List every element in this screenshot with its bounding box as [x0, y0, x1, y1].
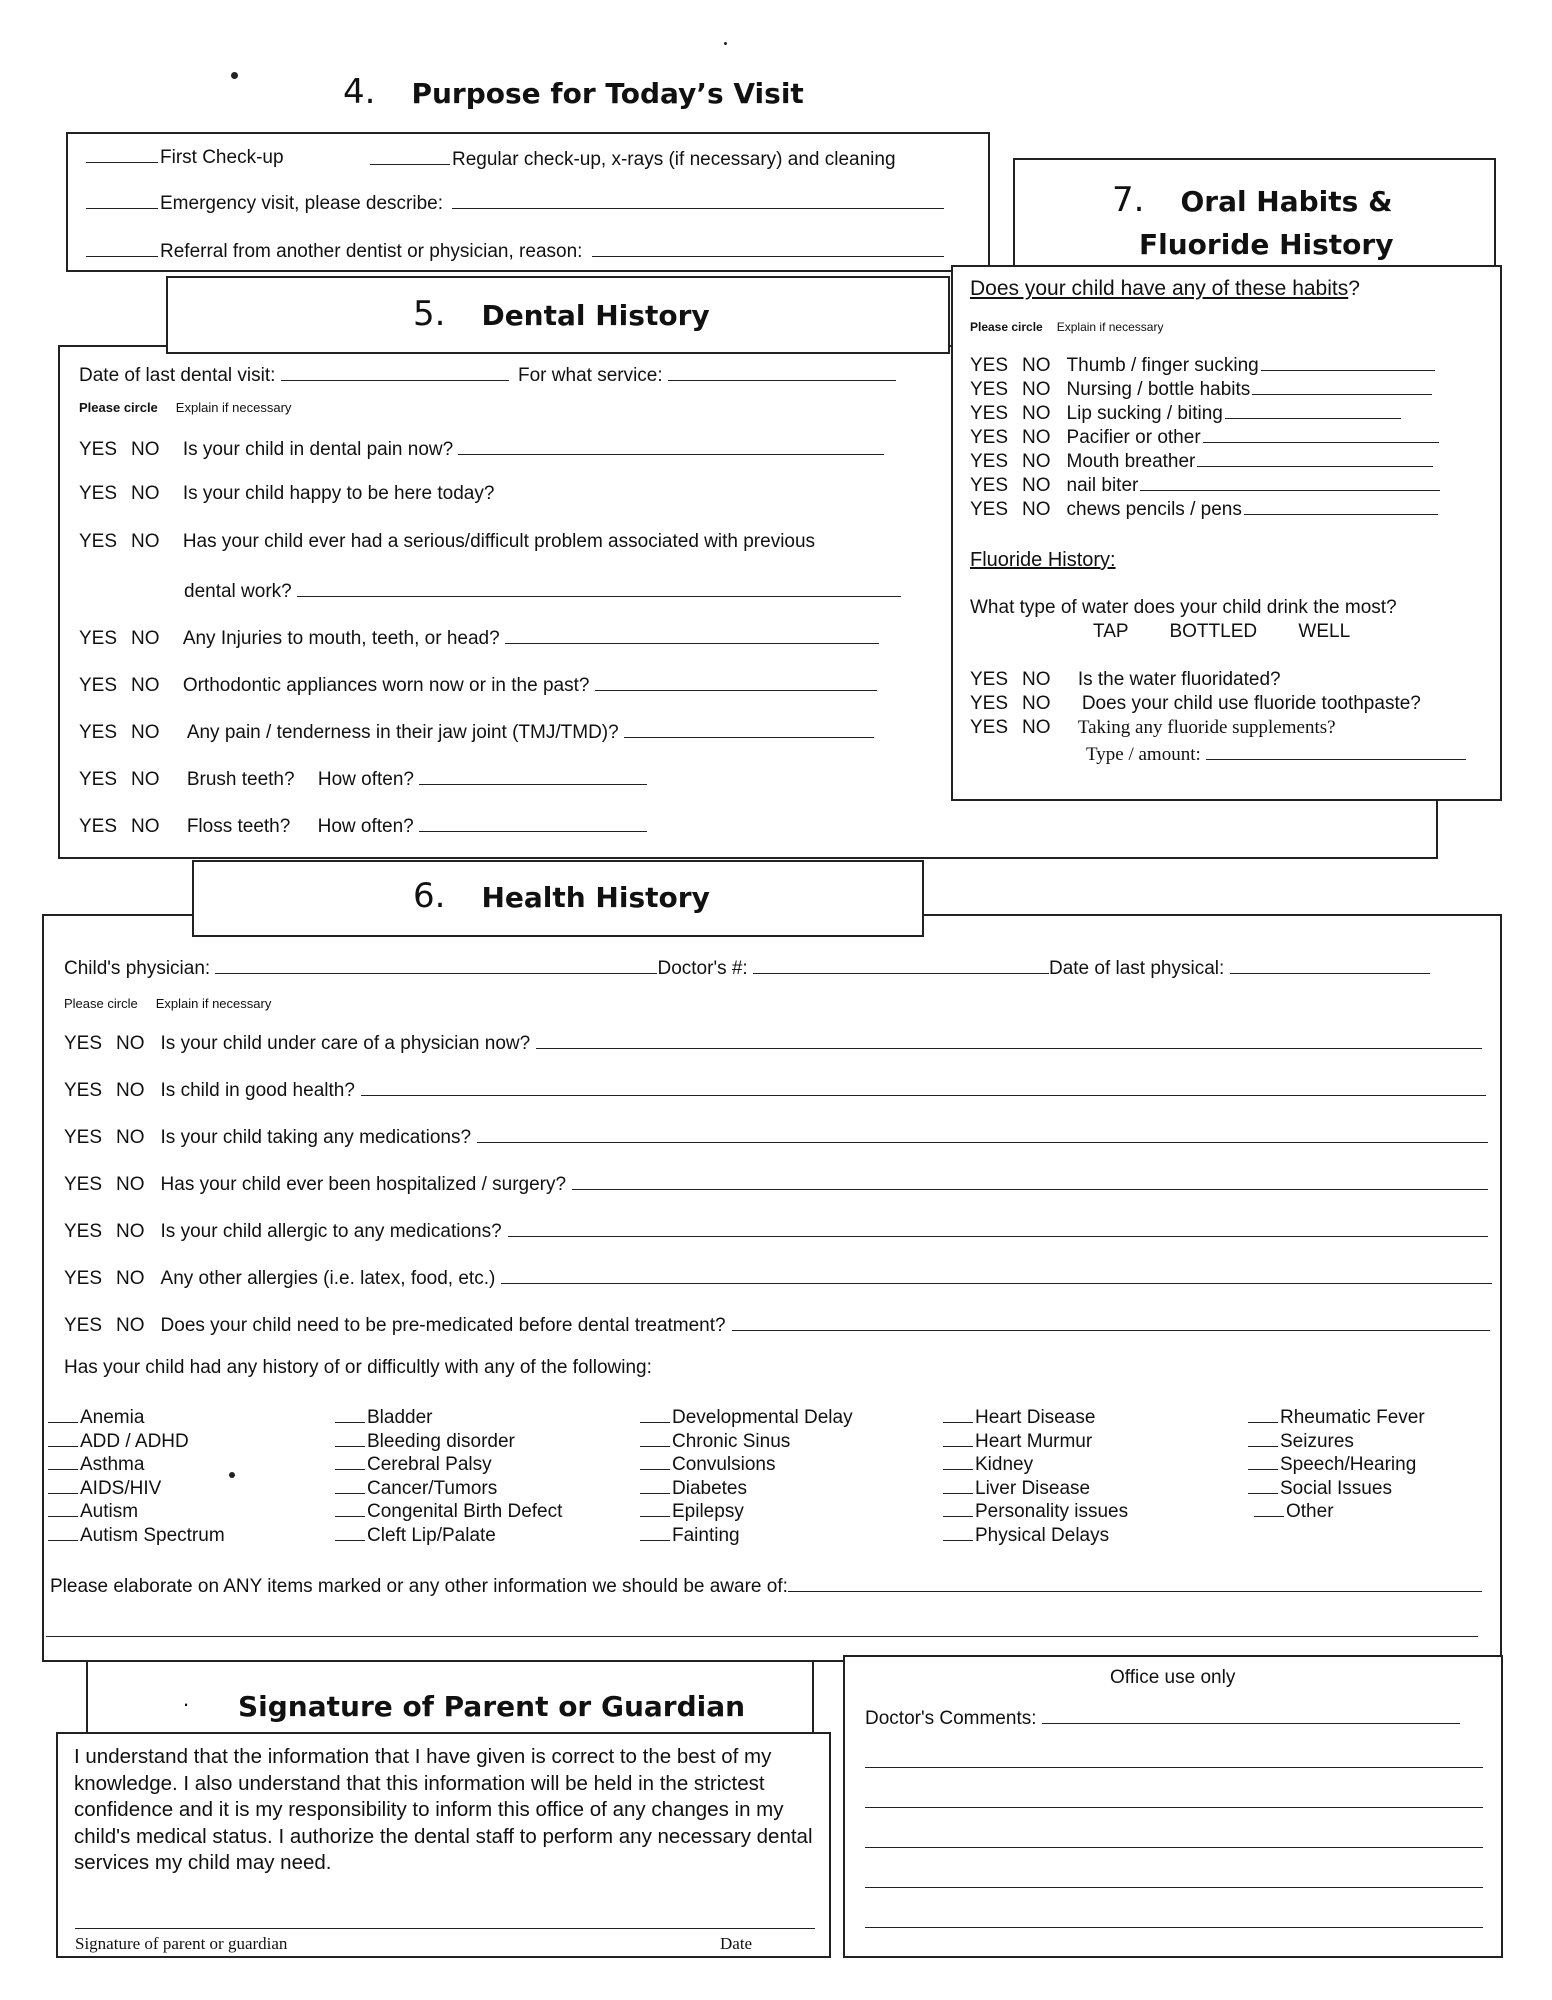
health-q6: YES NO Any other allergies (i.e. latex, food, etc.) [64, 1265, 1492, 1290]
yes-no-choice[interactable]: YES NO [79, 483, 160, 504]
elaborate-field[interactable] [788, 1573, 1482, 1592]
dental-q3-cont: dental work? [184, 578, 901, 603]
condition-label: Physical Delays [975, 1524, 1110, 1546]
condition-label: Cleft Lip/Palate [367, 1524, 496, 1546]
dental-title: Dental History [481, 299, 710, 332]
condition-label: Heart Disease [975, 1407, 1096, 1428]
habit-label: Thumb / finger sucking [1066, 355, 1259, 376]
dental-q6: YES NO Any pain / tenderness in their jaw joint (TMJ/TMD)? [79, 719, 874, 744]
health-q1: YES NO Is your child under care of a physician now? [64, 1030, 1482, 1055]
condition-label: Congenital Birth Defect [367, 1501, 563, 1522]
water-option-bottled[interactable]: BOTTLED [1169, 621, 1258, 642]
condition-item[interactable] [335, 1451, 492, 1476]
last-dental-visit: Date of last dental visit: For what service: [79, 362, 896, 387]
yes-no-choice[interactable]: YES NO [64, 1127, 145, 1148]
yes-no-choice[interactable]: YES NO [970, 499, 1051, 520]
habit-row [970, 403, 1401, 425]
condition-label: Speech/Hearing [1280, 1454, 1417, 1475]
condition-checkbox[interactable] [943, 1522, 973, 1541]
condition-label: Cerebral Palsy [367, 1454, 492, 1475]
purpose-heading: 4. Purpose for Today’s Visit [343, 72, 804, 112]
condition-checkbox[interactable] [943, 1428, 973, 1447]
explain-field[interactable] [508, 1218, 1488, 1237]
condition-checkbox[interactable] [48, 1498, 78, 1517]
condition-checkbox[interactable] [640, 1428, 670, 1447]
condition-checkbox[interactable] [335, 1404, 365, 1423]
service-field[interactable] [668, 362, 896, 381]
fluoride-amount-field[interactable] [1206, 741, 1466, 760]
condition-checkbox[interactable] [48, 1522, 78, 1541]
condition-item[interactable] [640, 1475, 747, 1500]
stray-mark [724, 42, 727, 45]
health-q2: YES NO Is child in good health? [64, 1077, 1486, 1102]
explain-field[interactable] [1197, 452, 1433, 467]
purpose-title: Purpose for Today’s Visit [411, 77, 804, 110]
condition-label: Chronic Sinus [672, 1430, 791, 1452]
habit-row [970, 379, 1432, 401]
last-visit-field[interactable] [281, 362, 509, 381]
dental-instructions: Please circle Explain if necessary [79, 400, 292, 415]
condition-label: Cancer/Tumors [367, 1477, 498, 1499]
condition-label: Autism [80, 1501, 139, 1522]
habit-row [970, 451, 1433, 473]
comments-line[interactable] [865, 1767, 1483, 1768]
condition-item[interactable] [335, 1404, 433, 1429]
explain-field[interactable] [595, 672, 877, 691]
condition-checkbox[interactable] [335, 1522, 365, 1541]
condition-item[interactable] [335, 1428, 515, 1453]
consent-text: I understand that the information that I have given is correct to the best of my knowledge. I also understand that this information will be held in the strictest confidence and it is my responsibility to inform this office of any changes in my child's medical status. I authorize the dental staff to perform any necessary dental services my child may need. [74, 1745, 813, 1874]
condition-checkbox[interactable] [335, 1451, 365, 1470]
water-question: What type of water does your child drink the most? [970, 597, 1397, 618]
water-option-tap[interactable]: TAP [1093, 621, 1129, 642]
yes-no-choice[interactable]: YES NO [970, 379, 1051, 400]
dental-heading: 5. Dental History [413, 294, 710, 334]
fluoride-heading: Fluoride History: [970, 549, 1116, 571]
oral-heading: 7. Oral Habits & [1112, 180, 1393, 220]
yes-no-choice[interactable]: YES NO [79, 816, 160, 837]
condition-item[interactable] [943, 1404, 1095, 1429]
oral-heading-line2: Fluoride History [1139, 228, 1394, 261]
condition-item[interactable] [1248, 1428, 1354, 1453]
condition-label: Social Issues [1280, 1477, 1392, 1499]
condition-item[interactable] [48, 1498, 138, 1523]
condition-item[interactable] [943, 1451, 1033, 1476]
condition-checkbox[interactable] [1248, 1475, 1278, 1494]
explain-field[interactable] [458, 436, 884, 455]
condition-item[interactable] [335, 1498, 562, 1523]
fluoride-q3: YES NO Taking any fluoride supplements? [970, 717, 1336, 738]
first-checkup-option[interactable]: First Check-up [86, 144, 284, 169]
signature-line[interactable] [75, 1928, 815, 1929]
condition-item[interactable] [640, 1498, 744, 1523]
condition-label: Bleeding disorder [367, 1430, 515, 1452]
doctor-comments: Doctor's Comments: [865, 1705, 1460, 1730]
signature-box [56, 1732, 831, 1958]
water-options [1093, 621, 1350, 643]
habit-row [970, 427, 1439, 449]
condition-checkbox[interactable] [48, 1475, 78, 1494]
explain-field[interactable] [732, 1312, 1490, 1331]
condition-label: AIDS/HIV [80, 1477, 162, 1499]
yes-no-choice[interactable]: YES NO [970, 693, 1051, 714]
condition-item[interactable] [48, 1428, 189, 1453]
purpose-box [66, 132, 990, 272]
signature-title: Signature of Parent or Guardian [238, 1690, 746, 1723]
explain-field[interactable] [505, 625, 879, 644]
floss-frequency-field[interactable] [419, 813, 647, 832]
condition-label: ADD / ADHD [80, 1430, 189, 1452]
habit-label: Lip sucking / biting [1066, 403, 1223, 424]
date-label: Date [720, 1934, 753, 1953]
condition-item[interactable] [1248, 1451, 1416, 1476]
doctor-comments-field[interactable] [1042, 1705, 1460, 1724]
comments-line[interactable] [865, 1807, 1483, 1808]
comments-line[interactable] [865, 1887, 1483, 1888]
habit-label: nail biter [1066, 475, 1139, 496]
condition-checkbox[interactable] [943, 1404, 973, 1423]
yes-no-choice[interactable]: YES NO [79, 531, 160, 552]
office-heading: Office use only [1110, 1667, 1236, 1688]
explain-field[interactable] [572, 1171, 1488, 1190]
referral-reason-field[interactable] [592, 238, 944, 257]
condition-item[interactable] [1248, 1404, 1425, 1429]
condition-item[interactable] [640, 1522, 740, 1547]
habit-label: Pacifier or other [1066, 427, 1201, 448]
habit-label: Mouth breather [1066, 451, 1196, 472]
emergency-option[interactable]: Emergency visit, please describe: [86, 190, 944, 215]
condition-item[interactable] [943, 1475, 1090, 1500]
last-physical-field[interactable] [1230, 955, 1430, 974]
condition-checkbox[interactable] [640, 1475, 670, 1494]
water-option-well[interactable]: WELL [1298, 621, 1351, 642]
explain-field[interactable] [1140, 476, 1440, 491]
condition-item[interactable] [943, 1522, 1109, 1547]
office-box [843, 1655, 1503, 1958]
explain-field[interactable] [1252, 380, 1432, 395]
condition-item[interactable] [48, 1522, 225, 1547]
yes-no-choice[interactable]: YES NO [79, 675, 160, 696]
referral-option[interactable]: Referral from another dentist or physician, reason: [86, 238, 944, 263]
condition-checkbox[interactable] [1254, 1498, 1284, 1517]
condition-checkbox[interactable] [943, 1451, 973, 1470]
fluoride-type: Type / amount: [1086, 741, 1466, 766]
habit-row [970, 355, 1435, 377]
yes-no-choice[interactable]: YES NO [79, 628, 160, 649]
signature-label: Signature of parent or guardian [75, 1934, 288, 1953]
comments-line[interactable] [865, 1847, 1483, 1848]
explain-field[interactable] [477, 1124, 1488, 1143]
condition-label: Other [1286, 1501, 1334, 1522]
yes-no-choice[interactable]: YES NO [79, 439, 160, 460]
health-q7: YES NO Does your child need to be pre-medicated before dental treatment? [64, 1312, 1490, 1337]
explain-field[interactable] [1225, 404, 1401, 419]
oral-box [951, 265, 1502, 801]
condition-label: Personality issues [975, 1501, 1129, 1522]
condition-item[interactable] [48, 1451, 144, 1476]
explain-field[interactable] [1261, 356, 1435, 371]
condition-checkbox[interactable] [640, 1451, 670, 1470]
elaborate-row: Please elaborate on ANY items marked or any other information we should be aware of: [50, 1573, 1482, 1598]
stray-mark [229, 1472, 235, 1478]
condition-item[interactable] [1248, 1475, 1392, 1500]
condition-item[interactable] [335, 1475, 497, 1500]
habit-row [970, 475, 1440, 497]
dental-q5: YES NO Orthodontic appliances worn now or in the past? [79, 672, 877, 697]
condition-checkbox[interactable] [48, 1428, 78, 1447]
health-title: Health History [481, 881, 710, 914]
health-q4: YES NO Has your child ever been hospitalized / surgery? [64, 1171, 1488, 1196]
condition-item[interactable] [640, 1451, 776, 1476]
explain-field[interactable] [501, 1265, 1492, 1284]
condition-item[interactable] [48, 1475, 161, 1500]
doctor-number-field[interactable] [753, 955, 1049, 974]
stray-mark [231, 72, 238, 79]
explain-field[interactable] [1244, 500, 1438, 515]
condition-checkbox[interactable] [1248, 1428, 1278, 1447]
comments-line[interactable] [865, 1927, 1483, 1928]
yes-no-choice[interactable]: YES NO [64, 1080, 145, 1101]
fluoride-q2: YES NO Does your child use fluoride toothpaste? [970, 693, 1421, 714]
condition-item[interactable] [943, 1428, 1092, 1453]
yes-no-choice[interactable]: YES NO [970, 669, 1051, 690]
condition-label: Heart Murmur [975, 1430, 1093, 1452]
condition-label: Convulsions [672, 1454, 776, 1475]
condition-checkbox[interactable] [640, 1522, 670, 1541]
elaborate-field-line2[interactable] [46, 1636, 1478, 1637]
condition-checkbox[interactable] [640, 1404, 670, 1423]
condition-item[interactable] [943, 1498, 1128, 1523]
dental-q3: YES NO Has your child ever had a serious/difficult problem associated with previous [79, 531, 816, 552]
condition-checkbox[interactable] [640, 1498, 670, 1517]
condition-checkbox[interactable] [335, 1475, 365, 1494]
condition-checkbox[interactable] [335, 1428, 365, 1447]
condition-checkbox[interactable] [1248, 1404, 1278, 1423]
yes-no-choice[interactable]: YES NO [64, 1221, 145, 1242]
condition-item[interactable] [640, 1404, 853, 1429]
condition-checkbox[interactable] [48, 1404, 78, 1423]
yes-no-choice[interactable]: YES NO [64, 1315, 145, 1336]
yes-no-choice[interactable]: YES NO [970, 475, 1051, 496]
yes-no-choice[interactable]: YES NO [64, 1174, 145, 1195]
condition-label: Liver Disease [975, 1477, 1091, 1499]
explain-field[interactable] [361, 1077, 1486, 1096]
yes-no-choice[interactable]: YES NO [970, 451, 1051, 472]
explain-field[interactable] [624, 719, 874, 738]
dental-q8: YES NO Floss teeth? How often? [79, 813, 647, 838]
condition-label: Kidney [975, 1454, 1034, 1475]
yes-no-choice[interactable]: YES NO [970, 717, 1051, 738]
health-heading: 6. Health History [413, 876, 710, 916]
history-question: Has your child had any history of or difficultly with any of the following: [64, 1357, 652, 1378]
condition-label: Asthma [80, 1454, 145, 1475]
condition-label: Seizures [1280, 1430, 1354, 1452]
dental-q4: YES NO Any Injuries to mouth, teeth, or head? [79, 625, 879, 650]
condition-label: Autism Spectrum [80, 1524, 225, 1546]
health-q3: YES NO Is your child taking any medications? [64, 1124, 1488, 1149]
emergency-describe-field[interactable] [452, 190, 944, 209]
dental-q7: YES NO Brush teeth? How often? [79, 766, 647, 791]
yes-no-choice[interactable]: YES NO [79, 769, 160, 790]
signature-marker: . [183, 1686, 190, 1711]
yes-no-choice[interactable]: YES NO [64, 1268, 145, 1289]
condition-checkbox[interactable] [335, 1498, 365, 1517]
condition-item[interactable] [1254, 1498, 1334, 1523]
yes-no-choice[interactable]: YES NO [970, 427, 1051, 448]
physician-info: Child's physician: Doctor's #: Date of last physical: [64, 955, 1430, 980]
habits-question: Does your child have any of these habits? [970, 277, 1360, 300]
condition-checkbox[interactable] [943, 1498, 973, 1517]
condition-label: Rheumatic Fever [1280, 1407, 1425, 1428]
habit-row [970, 499, 1438, 521]
condition-checkbox[interactable] [1248, 1451, 1278, 1470]
condition-checkbox[interactable] [48, 1451, 78, 1470]
condition-item[interactable] [640, 1428, 790, 1453]
habit-label: Nursing / bottle habits [1066, 379, 1251, 400]
health-instructions: Please circle Explain if necessary [64, 996, 272, 1011]
yes-no-choice[interactable]: YES NO [79, 722, 160, 743]
condition-label: Diabetes [672, 1477, 747, 1499]
condition-item[interactable] [335, 1522, 496, 1547]
condition-label: Epilepsy [672, 1501, 744, 1522]
condition-label: Fainting [672, 1524, 740, 1546]
condition-item[interactable] [48, 1404, 144, 1429]
condition-label: Anemia [80, 1407, 145, 1428]
regular-checkup-option[interactable]: Regular check-up, x-rays (if necessary) and cleaning [370, 146, 896, 171]
condition-checkbox[interactable] [943, 1475, 973, 1494]
oral-instructions: Please circle Explain if necessary [970, 320, 1164, 334]
condition-label: Developmental Delay [672, 1407, 853, 1428]
condition-label: Bladder [367, 1407, 433, 1428]
dental-q2: YES NO Is your child happy to be here today? [79, 483, 495, 504]
explain-field[interactable] [1203, 428, 1439, 443]
health-q5: YES NO Is your child allergic to any medications? [64, 1218, 1488, 1243]
habit-label: chews pencils / pens [1066, 499, 1242, 520]
fluoride-q1: YES NO Is the water fluoridated? [970, 669, 1281, 690]
explain-field[interactable] [297, 578, 901, 597]
brush-frequency-field[interactable] [419, 766, 647, 785]
dental-q1: YES NO Is your child in dental pain now? [79, 436, 884, 461]
physician-field[interactable] [215, 955, 657, 974]
yes-no-choice[interactable]: YES NO [970, 403, 1051, 424]
yes-no-choice[interactable]: YES NO [970, 355, 1051, 376]
yes-no-choice[interactable]: YES NO [64, 1033, 145, 1054]
explain-field[interactable] [536, 1030, 1482, 1049]
